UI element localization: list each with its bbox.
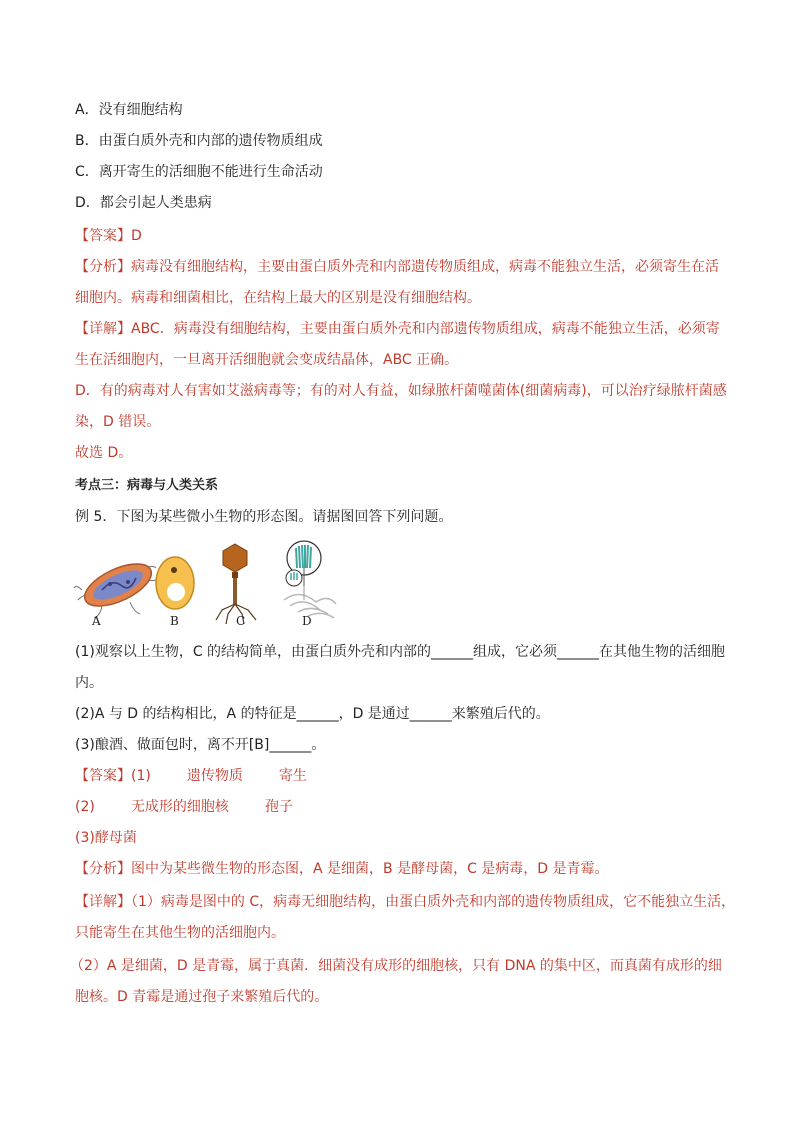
- detail-text: （1）病毒是图中的 C，病毒无细胞结构，由蛋白质外壳和内部的遗传物质组成，它不能独立生活，: [131, 894, 736, 910]
- q4-analysis-line2: 细胞内。病毒和细菌相比，在结构上最大的区别是没有细胞结构。: [75, 290, 481, 306]
- bacterium-drawing: [74, 555, 158, 618]
- penicillium-drawing: [284, 541, 336, 618]
- answer-2-blank-b: 孢子: [264, 799, 293, 815]
- q4-detail-line1: [75, 318, 724, 340]
- phage-drawing: [216, 544, 256, 624]
- figure-label-d: D: [302, 614, 312, 628]
- analysis-tag: 【分析】: [75, 259, 131, 275]
- detail-text: ABC．病毒没有细胞结构，主要由蛋白质外壳和内部遗传物质组成，病毒不能独立生活，必须寄: [131, 321, 720, 337]
- microorganism-figure: [72, 540, 372, 630]
- detail-tag: 【详解】: [75, 321, 131, 337]
- q4-detail-line4: 染，D 错误。: [75, 414, 161, 430]
- answer-tag: 【答案】: [75, 768, 131, 784]
- q5-part1-line2: 内。: [75, 675, 103, 691]
- answer-2-number: (2): [75, 799, 95, 815]
- q4-answer: [75, 225, 724, 247]
- q5-detail-line2: 只能寄生在其他生物的活细胞内。: [75, 925, 285, 941]
- answer-value: D: [131, 228, 142, 244]
- answer-tag: 【答案】: [75, 228, 131, 244]
- q5-part2: (2)A 与 D 的结构相比，A 的特征是______，D 是通过______来繁殖后代的。: [75, 706, 550, 722]
- q5-detail-line1: [75, 891, 736, 913]
- q5-answer-line3: (3)酵母菌: [75, 830, 137, 846]
- analysis-tag: 【分析】: [75, 861, 131, 877]
- q5-part1-line1: (1)观察以上生物，C 的结构简单，由蛋白质外壳和内部的______组成，它必须______在其他生物的活细胞: [75, 644, 726, 660]
- q4-detail-line2: 生在活细胞内，一旦离开活细胞就会变成结晶体，ABC 正确。: [75, 352, 459, 368]
- q4-detail-line3: D．有的病毒对人有害如艾滋病毒等；有的对人有益，如绿脓杆菌噬菌体(细菌病毒)，可以治疗绿脓杆菌感: [75, 383, 727, 399]
- figure-label-b: B: [170, 614, 179, 628]
- q5-detail-line3: （2）A 是细菌，D 是青霉，属于真菌．细菌没有成形的细胞核，只有 DNA 的集中区，而真菌有成形的细: [70, 958, 722, 974]
- q5-part3: (3)酿酒、做面包时，离不开[B]______。: [75, 737, 326, 753]
- answer-1-blank-a: 遗传物质: [186, 768, 243, 784]
- figure-label-a: A: [92, 614, 101, 628]
- option-c: C．离开寄生的活细胞不能进行生命活动: [75, 164, 323, 180]
- q5-analysis: [75, 858, 724, 880]
- section-title: 考点三：病毒与人类关系: [75, 478, 219, 493]
- figure-label-c: C: [236, 614, 246, 628]
- detail-tag: 【详解】: [75, 894, 131, 910]
- option-d: D．都会引起人类患病: [75, 195, 212, 211]
- microorganism-drawings: [72, 540, 372, 630]
- analysis-text: 病毒没有细胞结构，主要由蛋白质外壳和内部遗传物质组成，病毒不能独立生活，必须寄生在活: [131, 259, 719, 275]
- q4-analysis-line1: [75, 256, 724, 278]
- answer-1-blank-b: 寄生: [278, 768, 307, 784]
- answer-1-number: (1): [131, 768, 151, 784]
- q5-stem: 例 5．下图为某些微小生物的形态图。请据图回答下列问题。: [75, 509, 453, 525]
- q4-choose: 故选 D。: [75, 445, 133, 461]
- q5-answer-line1: [75, 765, 724, 787]
- q5-answer-line2: [75, 796, 724, 818]
- yeast-drawing: [156, 557, 194, 609]
- option-a: A．没有细胞结构: [75, 102, 183, 118]
- answer-2-blank-a: 无成形的细胞核: [130, 799, 229, 815]
- analysis-text: 图中为某些微生物的形态图，A 是细菌，B 是酵母菌，C 是病毒，D 是青霉。: [131, 861, 609, 877]
- option-b: B．由蛋白质外壳和内部的遗传物质组成: [75, 133, 323, 149]
- q5-detail-line4: 胞核。D 青霉是通过孢子来繁殖后代的。: [75, 989, 329, 1005]
